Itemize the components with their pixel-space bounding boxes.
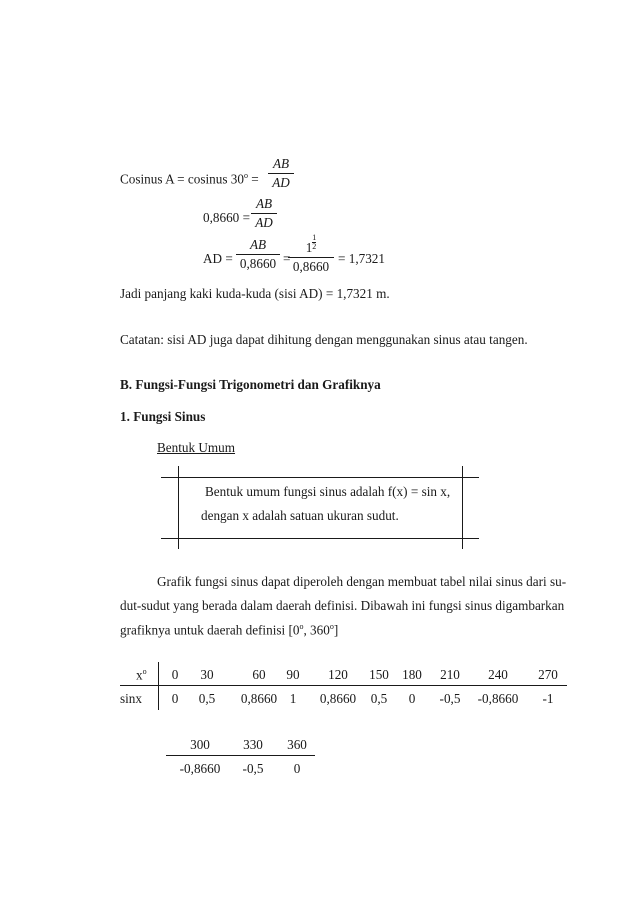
degree-sign: o <box>299 622 304 631</box>
table-header-sinx: sinx <box>120 691 142 706</box>
box-bottom-border <box>161 538 479 539</box>
table-cell-sinx: 1 <box>289 691 297 706</box>
table-cell-sinx: -0,8660 <box>477 691 519 706</box>
equation-cosinus-a <box>120 171 259 187</box>
table-cell-sinx: 0,5 <box>198 691 216 706</box>
table-cell-x: 180 <box>402 667 422 682</box>
table-cell-x: 0 <box>171 667 179 682</box>
paragraph-line-3: grafiknya untuk daerah definisi [0$^o$, 360$^o$] <box>120 622 339 638</box>
equation-2-left: 0,8660 = <box>203 210 250 225</box>
equation-3-result: = 1,7321 <box>338 251 385 266</box>
box-line-2: dengan x adalah satuan ukuran sudut. <box>201 508 399 523</box>
mini-fraction: $\frac{1}{2}$ <box>312 233 317 251</box>
equation-1-left: Cosinus A = cosinus 30 <box>120 171 244 187</box>
table-cell-x: 30 <box>200 667 214 682</box>
fraction-denominator: AD <box>272 175 290 190</box>
table-cell-sinx: 0 <box>408 691 416 706</box>
table-cell-sinx: -0,5 <box>439 691 461 706</box>
conclusion-text: Jadi panjang kaki kuda-kuda (sisi AD) = 1,7321 m. <box>120 286 390 301</box>
table-cell-sinx: 0,8660 <box>319 691 357 706</box>
box-top-border <box>161 477 479 478</box>
table-cell-x: 60 <box>252 667 266 682</box>
fraction-denominator: 0,8660 <box>239 256 277 271</box>
table-cell-sinx: -1 <box>542 691 554 706</box>
table-cell-x: 360 <box>287 737 307 752</box>
section-heading: B. Fungsi-Fungsi Trigonometri dan Grafiknya <box>120 377 381 392</box>
table-2-horizontal-divider <box>166 755 315 756</box>
table-cell-x: 240 <box>488 667 508 682</box>
table-cell-sinx: 0 <box>293 761 301 776</box>
bentuk-umum-label: Bentuk Umum <box>157 440 236 455</box>
equation-3-equals: = <box>283 251 291 266</box>
fraction-numerator: AB <box>272 156 290 171</box>
equation-1-equals: = <box>247 171 259 187</box>
degree-sign: o <box>243 171 248 180</box>
paragraph-line-2: dut-sudut yang berada dalam daerah definisi. Dibawah ini fungsi sinus digambarkan <box>120 598 565 613</box>
fraction-denominator: 0,8660 <box>292 259 330 274</box>
fraction-numerator <box>288 234 334 257</box>
fraction-numerator: AB <box>255 196 273 211</box>
table-header-x: $x^o$ <box>136 667 147 683</box>
subsection-heading: 1. Fungsi Sinus <box>120 409 206 424</box>
degree-sign: o <box>329 622 334 631</box>
fraction-numerator: AB <box>249 237 267 252</box>
fraction-denominator: AD <box>255 215 273 230</box>
fraction-ab-ad-2 <box>251 195 277 232</box>
box-line-1: Bentuk umum fungsi sinus adalah f(x) = sin x, <box>205 484 451 499</box>
table-cell-x: 120 <box>328 667 348 682</box>
box-right-border <box>462 466 463 549</box>
table-cell-x: 330 <box>243 737 263 752</box>
table-1-horizontal-divider <box>120 685 567 686</box>
table-cell-x: 150 <box>369 667 389 682</box>
fraction-mixed-0-8660 <box>288 234 334 276</box>
table-cell-sinx: -0,8660 <box>179 761 221 776</box>
box-left-border <box>178 466 179 549</box>
equation-0-8660 <box>203 210 250 226</box>
fraction-ab-ad-1 <box>268 155 294 192</box>
paragraph-line-1: Grafik fungsi sinus dapat diperoleh dengan membuat tabel nilai sinus dari su- <box>157 574 567 589</box>
equation-ad-left: AD = <box>203 251 233 266</box>
table-cell-sinx: 0,8660 <box>240 691 278 706</box>
note-text: Catatan: sisi AD juga dapat dihitung dengan menggunakan sinus atau tangen. <box>120 332 528 347</box>
table-cell-x: 210 <box>440 667 460 682</box>
fraction-ab-0-8660 <box>236 236 280 273</box>
mixed-number: 1 $\frac{1}{2}$ <box>305 233 317 255</box>
table-cell-sinx: 0,5 <box>370 691 388 706</box>
table-cell-sinx: -0,5 <box>242 761 264 776</box>
table-cell-sinx: 0 <box>171 691 179 706</box>
table-cell-x: 300 <box>190 737 210 752</box>
table-cell-x: 270 <box>538 667 558 682</box>
table-cell-x: 90 <box>286 667 300 682</box>
